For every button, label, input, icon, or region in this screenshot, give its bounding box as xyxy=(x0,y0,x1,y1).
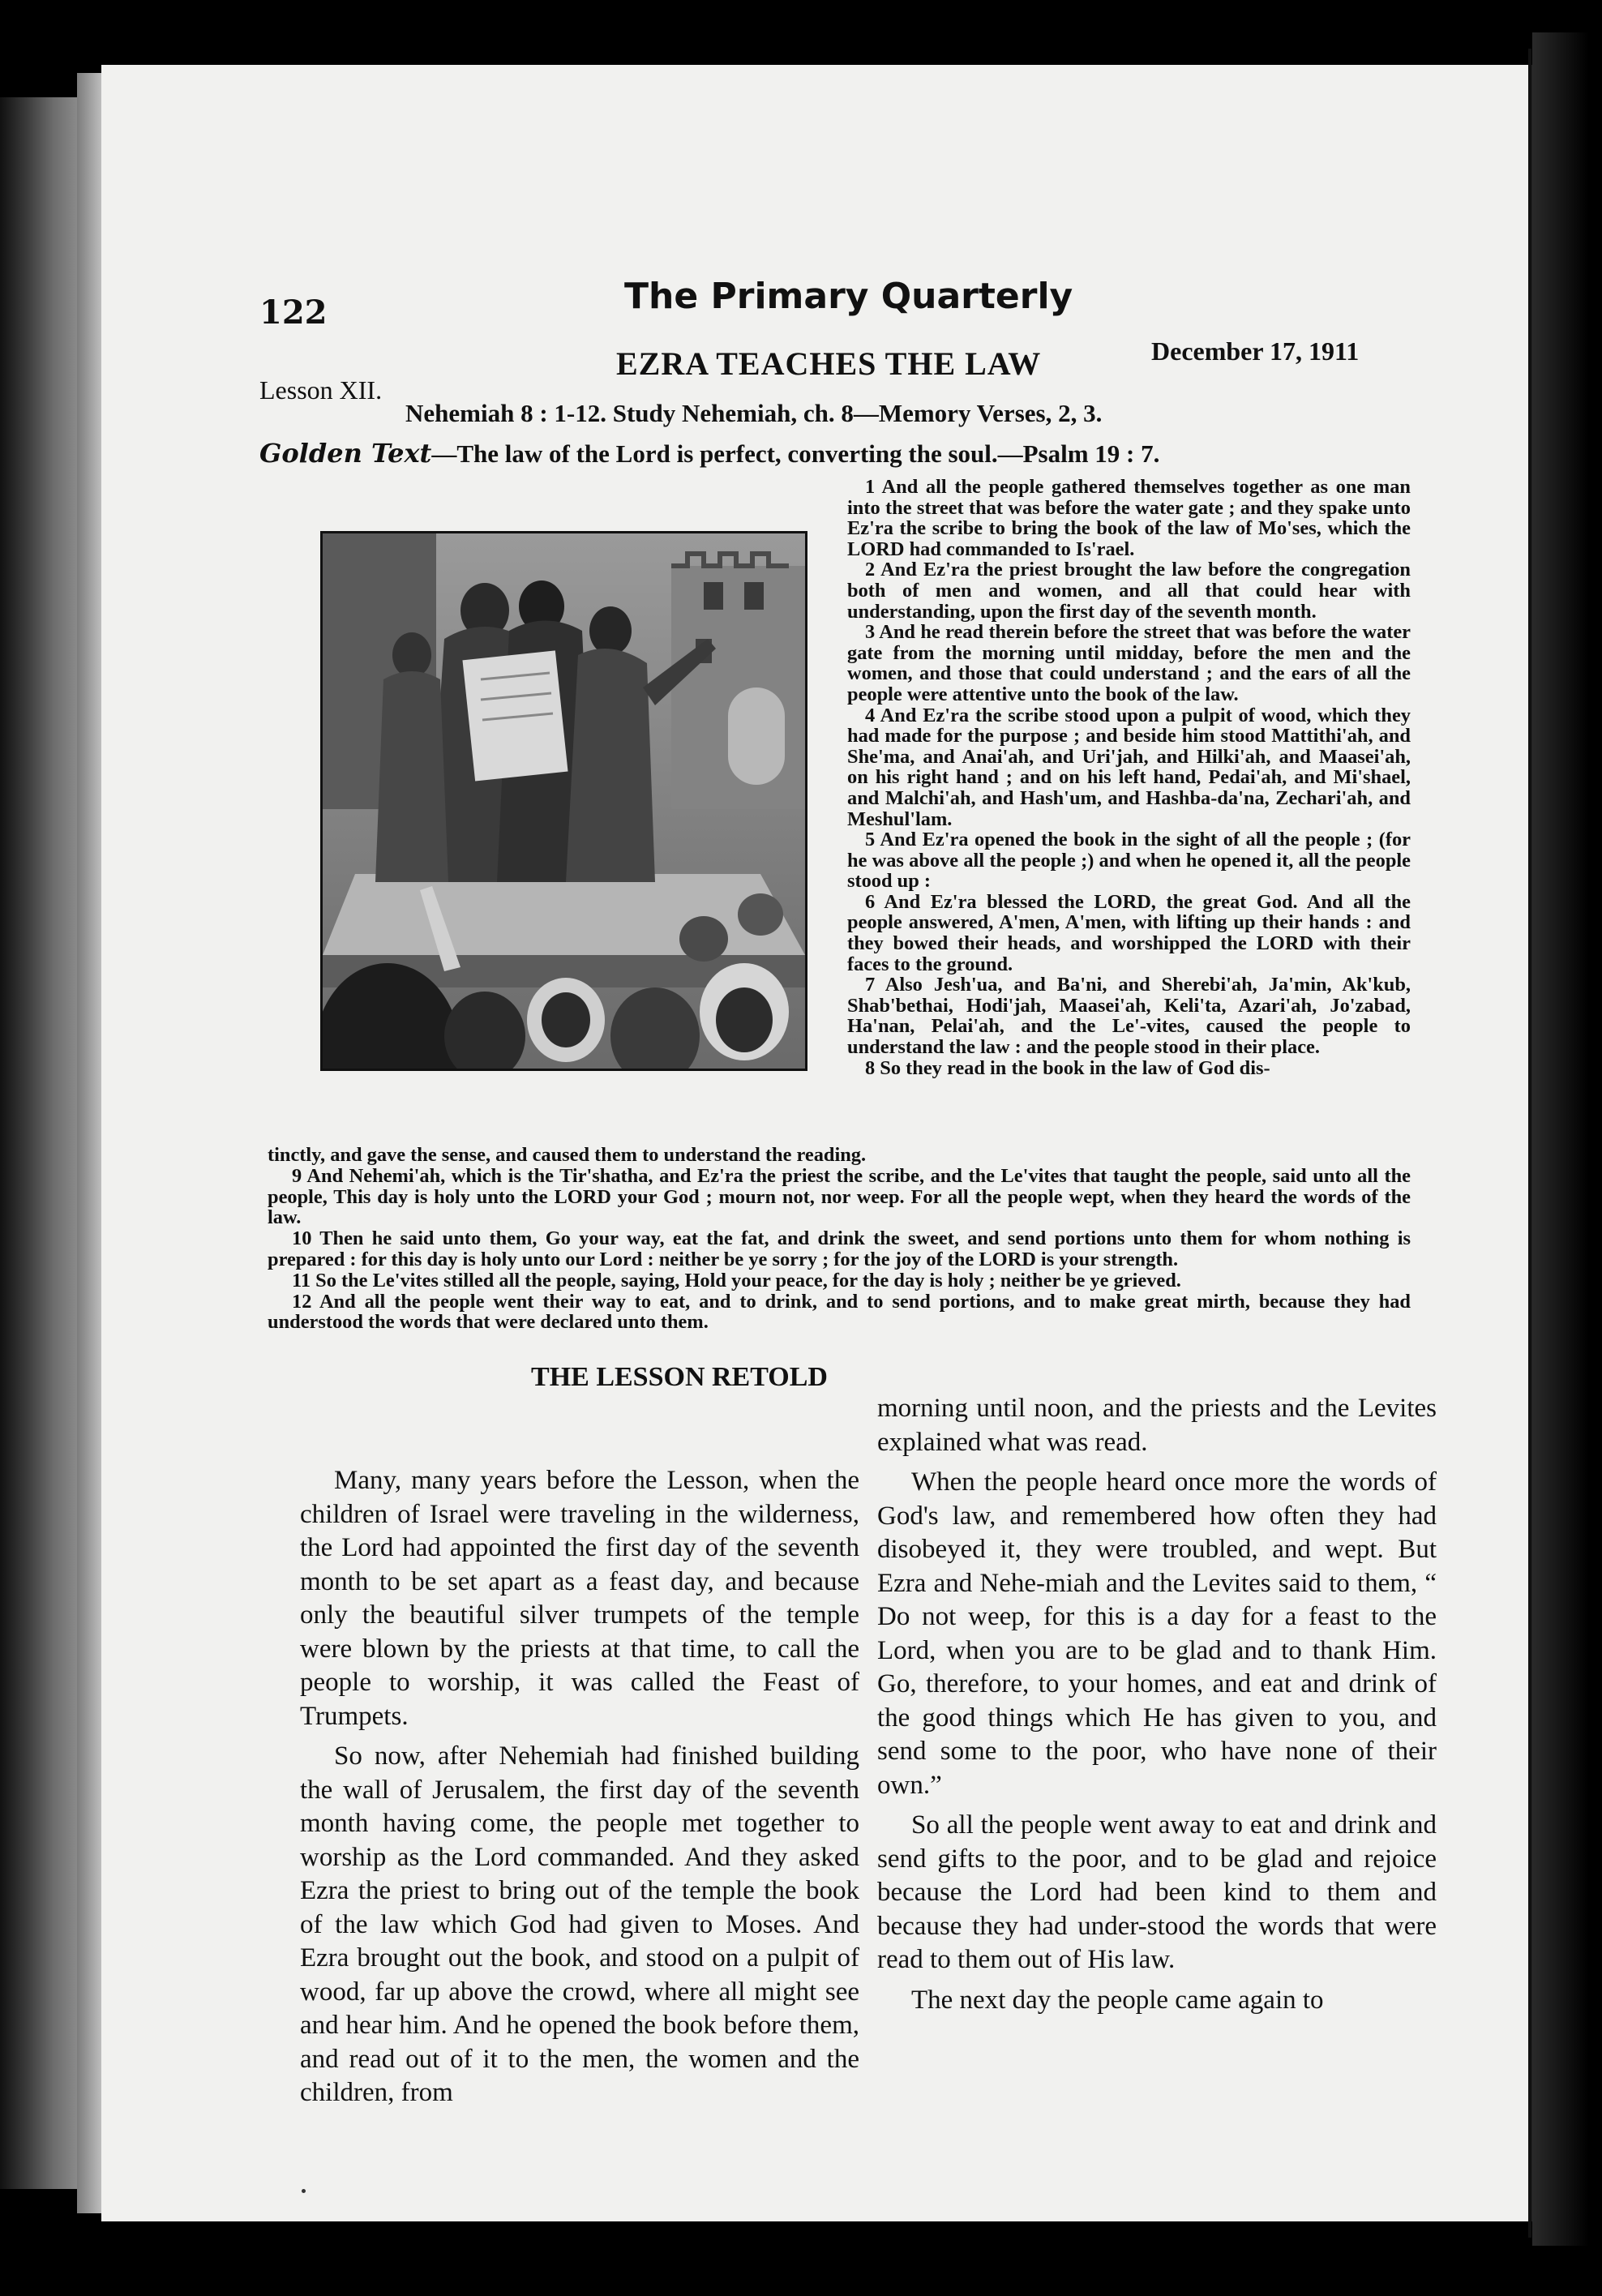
verse: 5 And Ez'ra opened the book in the sight of all the people ; (for he was above all the people ;) and when he opened it, all the people stood up : xyxy=(847,829,1411,893)
paragraph: So now, after Nehemiah had finished building the wall of Jerusalem, the first day of the seventh month having come, the people met together to worship as the Lord commanded. And they asked Ezra the priest to bring out of the temple the book of the law which God had given to Moses. And Ezra brought out the book, and stood on a pulpit of wood, far up above the crowd, where all might see and hear him. And he opened the book before them, and read out of it to the men, the women and the children, from xyxy=(300,1741,859,2107)
running-title: The Primary Quarterly xyxy=(624,276,1073,317)
golden-text-body: —The law of the Lord is perfect, converting the soul.—Psalm 19 : 7. xyxy=(431,439,1160,468)
verse: 6 And Ez'ra blessed the LORD, the great God. And all the people answered, A'men, A'men, with lifting up their hands : and they bowed their heads, and worshipped the LORD with their faces to the ground. xyxy=(847,890,1411,975)
book-page-edges xyxy=(0,97,77,2189)
verse: 12 And all the people went their way to eat, and to drink, and to send portions, and to make great mirth, because they had understood the words that were declared unto them. xyxy=(268,1290,1411,1334)
right-page-border xyxy=(1528,49,1531,2238)
page-number: 122 xyxy=(259,293,328,332)
verse: 4 And Ez'ra the scribe stood upon a pulpit of wood, which they had made for the purpose ; and beside him stood Mattithi'ah, and She'ma, and Anai'ah, and Uri'jah, and Hilki'ah, and Maasei'ah, on his right hand ; and on his left hand, Pedai'ah, and Mi'shael, and Malchi'ah, and Hash'um, and Hashba-da'na, Zechari'ah, and Meshul'lam. xyxy=(847,704,1411,830)
verse: 3 And he read therein before the street that was before the water gate from the morning until midday, before the men and the women, and those that could understand ; and the ears of all the people were attentive unto the book of the law. xyxy=(847,621,1411,705)
verse-continuation: tinctly, and gave the sense, and caused them to understand the reading. xyxy=(268,1144,867,1166)
verse: 7 Also Jesh'ua, and Ba'ni, and Sherebi'ah, Ja'min, Ak'kub, Shab'bethai, Hodi'jah, Maasei'ah, Keli'ta, Azari'ah, Jo'zabad, Ha'nan, Pelai'ah, and the Le'-vites, caused the people to understand the law : and the people stood in their place. xyxy=(847,974,1411,1059)
scripture-reference: Nehemiah 8 : 1-12. Study Nehemiah, ch. 8—Memory Verses, 2, 3. xyxy=(405,399,1103,427)
verse: 11 So the Le'vites stilled all the people, saying, Hold your peace, for the day is holy ; neither be ye grieved. xyxy=(292,1269,1181,1292)
scripture-verses-upper xyxy=(847,477,1411,1078)
paragraph: Many, many years before the Lesson, when the children of Israel were traveling in the wilderness, the Lord had appointed the first day of the seventh month to be set apart as a feast day, and because only the beautiful silver trumpets of the temple were blown by the priests at that time, to call the people to worship, it was called the Feast of Trumpets. xyxy=(300,1466,859,1731)
paragraph-continuation: morning until noon, and the priests and the Levites explained what was read. xyxy=(877,1394,1437,1457)
golden-text xyxy=(259,438,1159,469)
paragraph: The next day the people came again to xyxy=(911,1985,1324,2015)
lesson-date: December 17, 1911 xyxy=(1151,336,1360,366)
section-heading-lesson-retold: THE LESSON RETOLD xyxy=(531,1362,828,1392)
lesson-retold-left-column xyxy=(300,1464,859,2110)
verse: 9 And Nehemi'ah, which is the Tir'shatha, and Ez'ra the priest the scribe, and the Le'vites that taught the people, said unto all the people, This day is holy unto the LORD your God ; mourn not, nor weep. For all the people wept, when they heard the words of the law. xyxy=(268,1164,1411,1229)
verse: 1 And all the people gathered themselves together as one man into the street that was before the water gate ; and they spake unto Ez'ra the scribe to bring the book of the law of Mo'ses, which the LORD had commanded to Is'rael. xyxy=(847,476,1411,560)
golden-text-label: Golden Text xyxy=(259,438,432,469)
paragraph: So all the people went away to eat and drink and send gifts to the poor, and to be glad and rejoice because the Lord had been kind to them and because they had under-stood the words that were read to them out of His law. xyxy=(877,1810,1437,1974)
verse: 10 Then he said unto them, Go your way, eat the fat, and drink the sweet, and send portions unto them for whom nothing is prepared : for this day is holy unto our Lord : neither be ye sorry ; for the joy of the LORD is your strength. xyxy=(268,1227,1411,1270)
scan-speck xyxy=(302,2189,306,2193)
lesson-title: EZRA TEACHES THE LAW xyxy=(616,345,1042,382)
verse: 8 So they read in the book in the law of God dis- xyxy=(865,1056,1270,1079)
scripture-verses-lower xyxy=(268,1145,1411,1333)
book-gutter xyxy=(77,73,101,2213)
lesson-title-row xyxy=(259,336,1394,405)
verse: 2 And Ez'ra the priest brought the law before the congregation both of men and women, and all that could hear with understanding, upon the first day of the seventh month. xyxy=(847,559,1411,623)
page-header xyxy=(259,276,1394,332)
illustration-ezra-reading xyxy=(320,531,807,1071)
scan-right-margin xyxy=(1532,32,1589,2246)
lesson-retold-right-column xyxy=(877,1392,1437,2017)
paragraph: When the people heard once more the words of God's law, and remembered how often they had disobeyed it, they were troubled, and wept. But Ezra and Nehe-miah and the Levites said to them, “ Do not weep, for this is a day for a feast to the Lord, when you are to be glad and to thank Him. Go, therefore, to your homes, and eat and drink of the good things which He has given to you, and send some to the poor, who have none of their own.” xyxy=(877,1467,1437,1800)
lesson-number: Lesson XII. xyxy=(259,375,383,405)
